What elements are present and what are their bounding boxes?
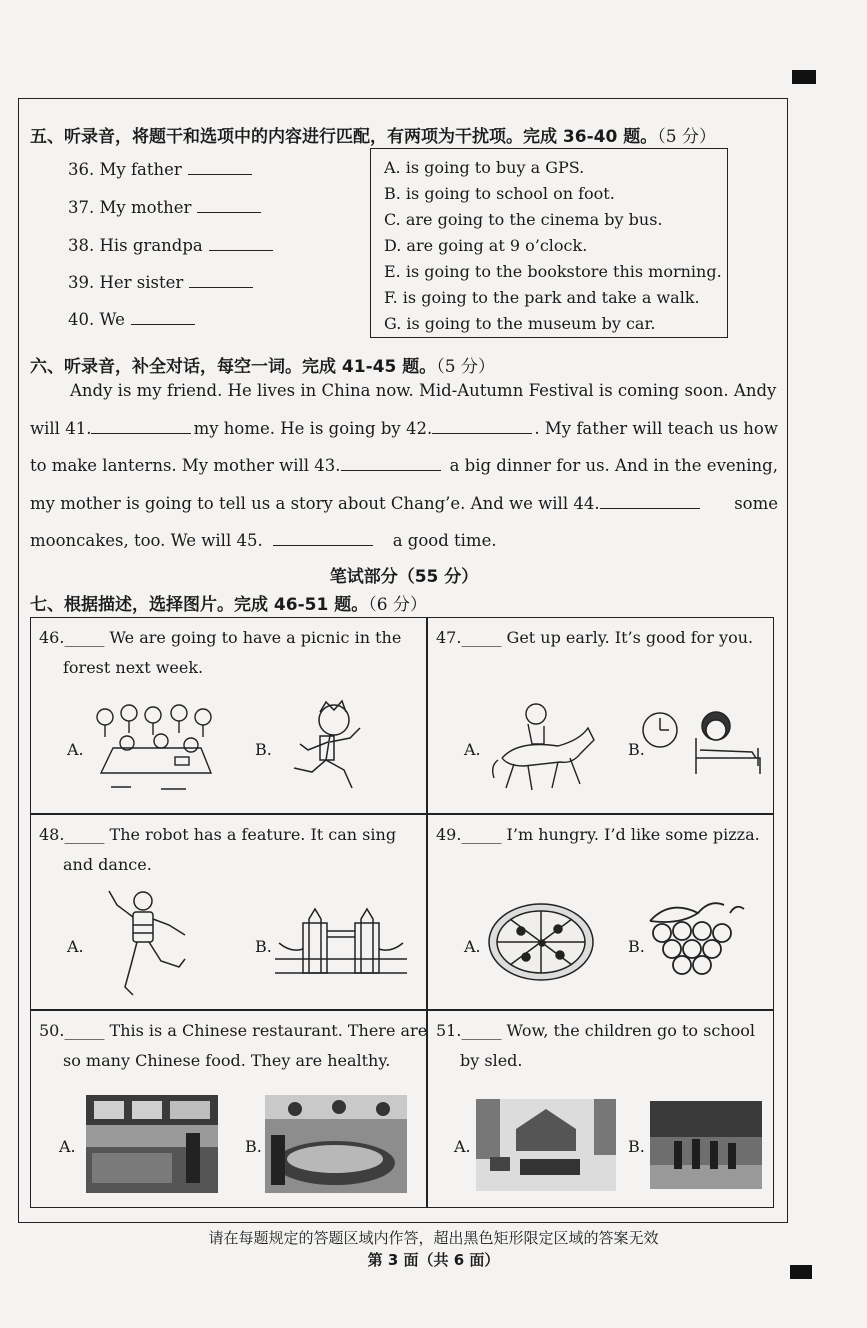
- grapes-icon[interactable]: [640, 899, 750, 979]
- question-46-cell: 46._____ We are going to have a picnic in the forest next week. A. B.: [31, 618, 426, 813]
- option-e: E. is going to the bookstore this morning.: [384, 262, 722, 281]
- clock-bed-icon[interactable]: [640, 708, 765, 788]
- section-6-heading: 六、听录音，补全对话，每空一词。完成 41-45 题。（5 分）: [30, 357, 495, 377]
- picnic-icon[interactable]: [91, 703, 221, 798]
- option-a-label[interactable]: A.: [464, 937, 481, 956]
- answer-blank-39[interactable]: [189, 286, 253, 288]
- option-b-label[interactable]: B.: [628, 1137, 645, 1156]
- passage-line-5: mooncakes, too. We will 45. a good time.: [30, 531, 497, 550]
- passage-line-3: to make lanterns. My mother will 43. a big dinner for us. And in the evening,: [30, 456, 778, 475]
- answer-blank-37[interactable]: [197, 211, 261, 213]
- pizza-icon[interactable]: [486, 901, 596, 983]
- question-36: 36. My father: [68, 160, 252, 179]
- option-b-label[interactable]: B.: [255, 740, 272, 759]
- answer-area-notice: 请在每题规定的答题区域内作答，超出黑色矩形限定区域的答案无效: [208, 1229, 659, 1247]
- option-d: D. are going at 9 o’clock.: [384, 236, 588, 255]
- section-5-heading: 五、听录音，将题干和选项中的内容进行匹配，有两项为干扰项。完成 36-40 题。（5 分）: [30, 127, 716, 147]
- option-a-label[interactable]: A.: [67, 937, 84, 956]
- option-g: G. is going to the museum by car.: [384, 314, 656, 333]
- option-b-label[interactable]: B.: [628, 937, 645, 956]
- question-47-cell: 47._____ Get up early. It’s good for you. A. B.: [428, 618, 775, 813]
- answer-blank-38[interactable]: [209, 249, 273, 251]
- option-b: B. is going to school on foot.: [384, 184, 615, 203]
- question-39: 39. Her sister: [68, 273, 253, 292]
- answer-blank-44[interactable]: [600, 494, 700, 509]
- written-part-title: 笔试部分（55 分）: [329, 567, 479, 587]
- section-7-heading: 七、根据描述，选择图片。完成 46-51 题。（6 分）: [30, 595, 427, 615]
- option-a-label[interactable]: A.: [454, 1137, 471, 1156]
- question-50-cell: 50._____ This is a Chinese restaurant. There are so many Chinese food. They are healthy. A. B.: [31, 1011, 426, 1207]
- option-b-label[interactable]: B.: [245, 1137, 262, 1156]
- answer-blank-41[interactable]: [91, 419, 191, 434]
- option-a: A. is going to buy a GPS.: [384, 158, 585, 177]
- question-40: 40. We: [68, 310, 195, 329]
- children-walking-photo[interactable]: [650, 1101, 762, 1189]
- option-a-label[interactable]: A.: [464, 740, 481, 759]
- answer-blank-42[interactable]: [432, 419, 532, 434]
- picture-question-grid: [30, 617, 774, 1208]
- question-49-cell: 49._____ I’m hungry. I’d like some pizza. A. B.: [428, 815, 775, 1009]
- option-b-label[interactable]: B.: [628, 740, 645, 759]
- reindeer-sled-photo[interactable]: [476, 1099, 616, 1191]
- question-51-cell: 51._____ Wow, the children go to school by sled. A. B.: [428, 1011, 775, 1207]
- passage-line-1: Andy is my friend. He lives in China now. Mid-Autumn Festival is coming soon. Andy: [70, 381, 777, 400]
- option-b-label[interactable]: B.: [255, 937, 272, 956]
- option-c: C. are going to the cinema by bus.: [384, 210, 663, 229]
- fast-food-photo[interactable]: [86, 1095, 218, 1193]
- answer-blank-36[interactable]: [188, 173, 252, 175]
- cloze-passage: [30, 381, 778, 569]
- option-a-label[interactable]: A.: [59, 1137, 76, 1156]
- question-48-cell: 48._____ The robot has a feature. It can sing and dance. A. B.: [31, 815, 426, 1009]
- tower-bridge-icon[interactable]: [275, 903, 407, 975]
- dancing-robot-icon[interactable]: [103, 887, 193, 1002]
- running-boy-icon[interactable]: [286, 698, 371, 798]
- chinese-restaurant-photo[interactable]: [265, 1095, 407, 1193]
- answer-blank-45[interactable]: [273, 531, 373, 546]
- passage-line-2: will 41. my home. He is going by 42. . My father will teach us how: [30, 418, 778, 438]
- matching-options-box: [370, 148, 728, 338]
- question-37: 37. My mother: [68, 198, 261, 217]
- page-number: 第 3 面（共 6 面）: [367, 1251, 500, 1269]
- passage-line-4: my mother is going to tell us a story about Chang’e. And we will 44. some: [30, 493, 778, 513]
- horse-rider-icon[interactable]: [488, 700, 598, 795]
- answer-blank-43[interactable]: [341, 456, 441, 471]
- option-f: F. is going to the park and take a walk.: [384, 288, 700, 307]
- registration-mark-top: [792, 70, 816, 84]
- answer-blank-40[interactable]: [131, 323, 195, 325]
- option-a-label[interactable]: A.: [67, 740, 84, 759]
- question-38: 38. His grandpa: [68, 236, 273, 255]
